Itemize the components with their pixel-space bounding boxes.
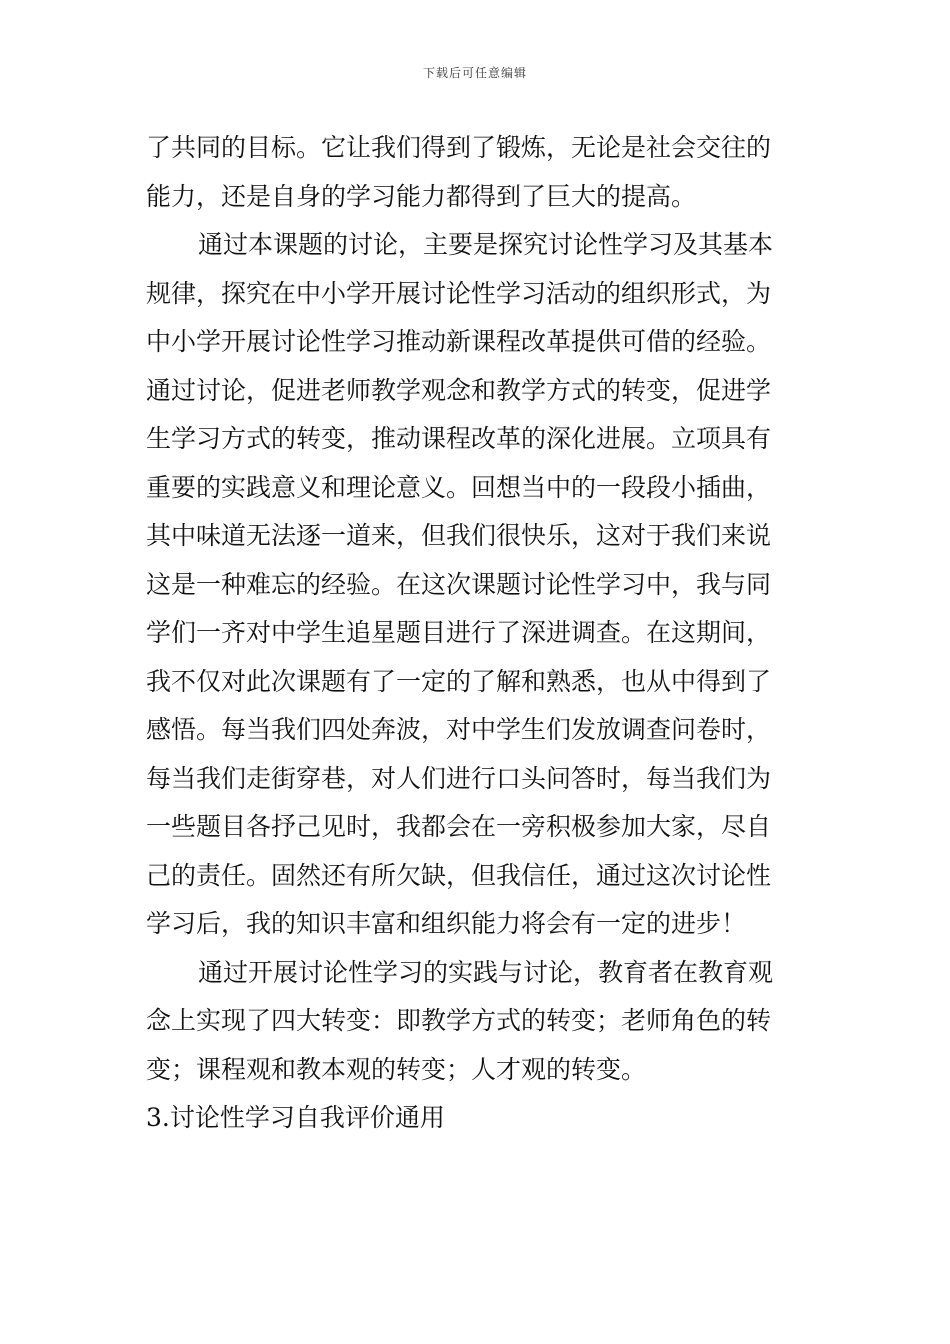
text-line: 中小学开展讨论性学习推动新课程改革提供可借的经验。: [146, 327, 772, 356]
text-line: 生学习方式的转变，推动课程改革的深化进展。立项具有: [146, 424, 772, 453]
text-line: 我不仅对此次课题有了一定的了解和熟悉，也从中得到了: [146, 666, 772, 696]
text-line: 感悟。每当我们四处奔波，对中学生们发放调查问卷时，: [146, 715, 772, 744]
document-body: [146, 124, 810, 1143]
text-line: 学们一齐对中学生追星题目进行了深进调查。在这期间，: [146, 618, 772, 647]
text-line: 己的责任。固然还有所欠缺，但我信任，通过这次讨论性: [146, 860, 772, 890]
paragraph-start-line: 通过本课题的讨论，主要是探究讨论性学习及其基本: [198, 230, 774, 259]
text-line: 这是一种难忘的经验。在这次课题讨论性学习中，我与同: [146, 569, 772, 599]
text-line: 变；课程观和教本观的转变；人才观的转变。: [146, 1054, 647, 1084]
text-line: 念上实现了四大转变：即教学方式的转变；老师角色的转: [146, 1006, 772, 1035]
page-header: 下载后可任意编辑: [422, 66, 527, 80]
text-line: 了共同的目标。它让我们得到了锻炼，无论是社会交往的: [146, 133, 772, 162]
text-line: 其中味道无法逐一道来，但我们很快乐，这对于我们来说: [146, 521, 772, 550]
section-heading: 3.讨论性学习自我评价通用: [146, 1103, 445, 1132]
text-line: 通过讨论，促进老师教学观念和教学方式的转变，促进学: [146, 375, 772, 405]
paragraph-start-line: 通过开展讨论性学习的实践与讨论，教育者在教育观: [198, 957, 774, 987]
text-line: 学习后，我的知识丰富和组织能力将会有一定的进步！: [146, 909, 747, 938]
text-line: 能力，还是自身的学习能力都得到了巨大的提高。: [146, 181, 697, 211]
text-line: 每当我们走街穿巷，对人们进行口头问答时，每当我们为: [146, 763, 772, 793]
text-line: 重要的实践意义和理论意义。回想当中的一段段小插曲，: [146, 472, 772, 502]
text-line: 规律，探究在中小学开展讨论性学习活动的组织形式，为: [146, 278, 772, 308]
text-line: 一些题目各抒己见时，我都会在一旁积极参加大家，尽自: [146, 812, 772, 841]
